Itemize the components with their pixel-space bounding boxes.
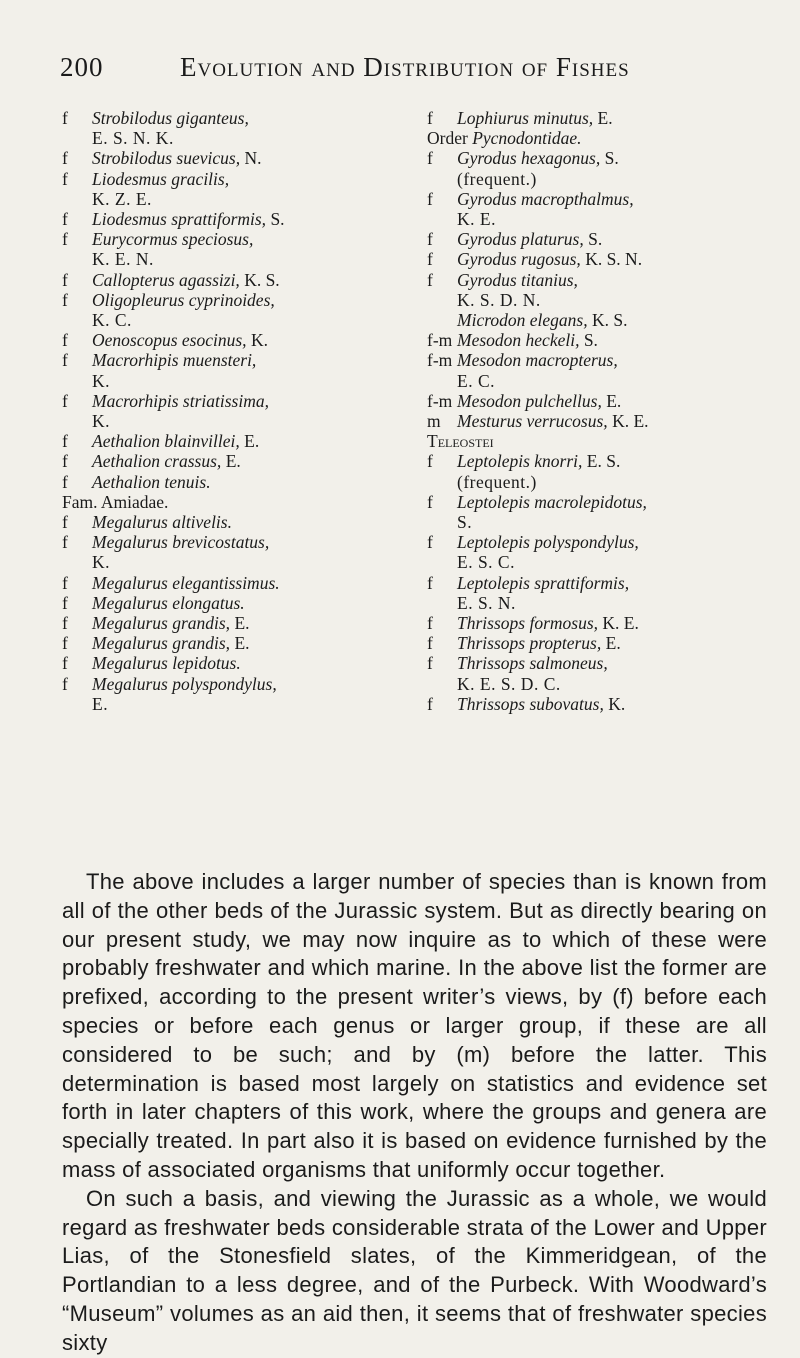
species-entry: [62, 330, 407, 350]
running-title: Evolution and Distribution of Fishes: [180, 52, 630, 82]
locality-continued: E. S. N. K.: [92, 128, 174, 149]
locality: E.: [225, 451, 241, 472]
species-name: Leptolepis knorri,: [457, 451, 583, 472]
habitat-mark: f: [62, 431, 68, 452]
species-entry: [427, 350, 772, 370]
habitat-mark: f: [62, 168, 68, 189]
species-name: Megalurus elongatus.: [92, 592, 245, 613]
species-name: Mesturus verrucosus,: [457, 411, 608, 432]
habitat-mark: f: [62, 269, 68, 290]
habitat-mark: f: [62, 209, 68, 230]
locality-continued: E. C.: [457, 370, 495, 391]
species-entry: [427, 573, 772, 593]
species-entry: [427, 613, 772, 633]
species-name: Thrissops subovatus,: [457, 693, 604, 714]
species-entry: [62, 391, 407, 411]
species-name: Macrorhipis muensteri,: [92, 350, 257, 371]
locality: S.: [583, 330, 598, 351]
locality-continued: K. E. S. D. C.: [457, 673, 561, 694]
species-list-right: [427, 108, 772, 714]
list-heading: [427, 431, 772, 451]
species-entry: [427, 189, 772, 209]
locality: S.: [588, 229, 603, 250]
locality: K. S.: [244, 269, 280, 290]
species-entry: [62, 472, 407, 492]
species-name: Gyrodus hexagonus,: [457, 148, 601, 169]
species-name: Strobilodus giganteus,: [92, 108, 249, 128]
species-entry: [427, 249, 772, 269]
habitat-mark: f: [427, 229, 433, 250]
page-number: 200: [60, 52, 104, 82]
species-entry: [62, 613, 407, 633]
species-entry: [62, 593, 407, 613]
species-name: Aethalion tenuis.: [92, 471, 211, 492]
species-entry: [427, 148, 772, 168]
habitat-mark: f: [62, 673, 68, 694]
habitat-mark: f: [62, 532, 68, 553]
species-name: Liodesmus gracilis,: [92, 168, 230, 189]
habitat-mark: f: [427, 633, 433, 654]
locality: S.: [604, 148, 619, 169]
paragraph: On such a basis, and viewing the Jurassic as a whole, we would regard as freshwater beds considerable strata of the Lower and Upper Lias, of the Stonesfield slates, of the Kimmeridgean, of the Portlandian to a less degree, and of the Purbeck. With Woodward’s “Museum” volumes as an aid then, it seems that of freshwater species sixty: [62, 1185, 767, 1355]
habitat-mark: f: [427, 148, 433, 169]
locality-continued: K.: [92, 552, 111, 573]
species-entry: [427, 532, 772, 552]
list-heading: [427, 128, 772, 148]
habitat-mark: f: [427, 108, 433, 128]
locality: K. S. N.: [585, 249, 643, 270]
habitat-mark: f: [427, 188, 433, 209]
species-entry: [62, 229, 407, 249]
locality-continued: S.: [457, 512, 473, 533]
habitat-mark: f-m: [427, 390, 453, 411]
species-name: Thrissops salmoneus,: [457, 653, 608, 674]
habitat-mark: f: [62, 451, 68, 472]
habitat-mark: f: [427, 451, 433, 472]
species-name: Oligopleurus cyprinoides,: [92, 289, 275, 310]
locality: K. S.: [591, 310, 628, 331]
species-name: Megalurus lepidotus.: [92, 653, 241, 674]
paragraph: The above includes a larger number of species than is known from all of the other beds of the Jurassic system. But as directly bearing on our present study, we may now inquire as to which of these were probably freshwater and which marine. In the above list the former are prefixed, according to the present writer’s views, by (f) before each species or before each genus or larger group, if these are all considered to be such; and by (m) before the latter. This determination is based most largely on statistics and evidence set forth in later chapters of this work, where the groups and genera are specially treated. In part also it is based on evidence furnished by the mass of associated organisms that uniformly occur together.: [62, 869, 767, 1182]
species-entry: [62, 169, 407, 189]
species-entry: [427, 270, 772, 290]
habitat-mark: f: [62, 572, 68, 593]
species-name: Oenoscopus esocinus,: [92, 330, 247, 351]
locality: E.: [606, 390, 622, 411]
habitat-mark: f: [62, 108, 68, 128]
locality-continued: K.: [92, 411, 111, 432]
habitat-mark: f: [62, 653, 68, 674]
habitat-mark: f: [62, 613, 68, 634]
species-name: Megalurus grandis,: [92, 633, 231, 654]
habitat-mark: f: [427, 249, 433, 270]
habitat-mark: f: [62, 289, 68, 310]
species-entry: [62, 350, 407, 370]
habitat-mark: f: [427, 269, 433, 290]
species-entry: [427, 633, 772, 653]
habitat-mark: f: [427, 613, 433, 634]
habitat-mark: m: [427, 411, 441, 432]
habitat-mark: f: [62, 229, 68, 250]
species-name: Strobilodus suevicus,: [92, 148, 241, 169]
species-entry: [62, 290, 407, 310]
heading-italic: Pycnodontidae.: [472, 128, 582, 149]
species-entry: [62, 270, 407, 290]
species-name: Gyrodus macropthalmus,: [457, 188, 634, 209]
species-name: Gyrodus platurus,: [457, 229, 584, 250]
species-entry: [427, 492, 772, 512]
habitat-mark: f: [62, 633, 68, 654]
locality-continued: (frequent.): [457, 168, 537, 189]
locality-continued: E. S. N.: [457, 592, 516, 613]
species-name: Mesodon heckeli,: [457, 330, 580, 351]
locality-continued: K. C.: [92, 310, 132, 331]
habitat-mark: f: [62, 471, 68, 492]
species-name: Leptolepis macrolepidotus,: [457, 491, 647, 512]
species-entry: [62, 532, 407, 552]
habitat-mark: f: [427, 491, 433, 512]
heading-text: Fam. Amiadae.: [62, 491, 169, 512]
species-entry: [62, 512, 407, 532]
species-entry: [62, 573, 407, 593]
species-entry: [427, 108, 772, 128]
species-entry: [62, 431, 407, 451]
species-name: Mesodon macropterus,: [457, 350, 618, 371]
species-name: Aethalion blainvillei,: [92, 431, 240, 452]
species-entry: [427, 310, 772, 330]
species-name: Liodesmus sprattiformis,: [92, 209, 267, 230]
locality-continued: K. E. N.: [92, 249, 154, 270]
species-entry: [62, 148, 407, 168]
species-entry: [427, 411, 772, 431]
habitat-mark: f-m: [427, 350, 453, 371]
locality-continued: K. S. D. N.: [457, 289, 541, 310]
locality: K. E.: [602, 613, 639, 634]
species-name: Lophiurus minutus,: [457, 108, 594, 128]
species-entry: [427, 694, 772, 714]
locality-continued: K.: [92, 370, 111, 391]
species-entry: [62, 209, 407, 229]
heading-text: Teleostei: [427, 431, 494, 452]
locality: E.: [234, 633, 250, 654]
locality: E.: [244, 431, 260, 452]
species-entry: [62, 633, 407, 653]
habitat-mark: f: [427, 532, 433, 553]
species-entry: [62, 451, 407, 471]
locality: N.: [244, 148, 262, 169]
species-name: Microdon elegans,: [457, 310, 588, 331]
species-name: Megalurus grandis,: [92, 613, 231, 634]
species-name: Macrorhipis striatissima,: [92, 390, 269, 411]
species-entry: [62, 108, 407, 128]
locality: K.: [608, 693, 626, 714]
habitat-mark: f-m: [427, 330, 453, 351]
habitat-mark: f: [427, 653, 433, 674]
species-entry: [62, 653, 407, 673]
species-name: Eurycormus speciosus,: [92, 229, 254, 250]
species-entry: [427, 451, 772, 471]
species-name: Aethalion crassus,: [92, 451, 222, 472]
species-name: Gyrodus rugosus,: [457, 249, 581, 270]
locality: E.: [605, 633, 621, 654]
locality: E.: [234, 613, 250, 634]
locality-continued: K. Z. E.: [92, 188, 152, 209]
locality: K.: [250, 330, 268, 351]
species-name: Thrissops formosus,: [457, 613, 599, 634]
habitat-mark: f: [62, 350, 68, 371]
habitat-mark: f: [427, 572, 433, 593]
habitat-mark: f: [62, 512, 68, 533]
locality-continued: E. S. C.: [457, 552, 515, 573]
species-name: Callopterus agassizi,: [92, 269, 240, 290]
species-entry: [427, 229, 772, 249]
species-list-left: [62, 108, 407, 714]
locality: E.: [597, 108, 613, 128]
species-name: Gyrodus titanius,: [457, 269, 578, 290]
species-entry: [427, 653, 772, 673]
species-name: Megalurus elegantissimus.: [92, 572, 280, 593]
locality: S.: [270, 209, 285, 230]
species-name: Megalurus polyspondylus,: [92, 673, 277, 694]
locality-continued: K. E.: [457, 209, 496, 230]
list-heading: [62, 492, 407, 512]
habitat-mark: f: [62, 330, 68, 351]
habitat-mark: f: [62, 592, 68, 613]
species-name: Mesodon pulchellus,: [457, 390, 602, 411]
species-name: Leptolepis sprattiformis,: [457, 572, 630, 593]
species-entry: [62, 674, 407, 694]
species-entry: [427, 391, 772, 411]
species-name: Megalurus brevicostatus,: [92, 532, 270, 553]
locality-continued: (frequent.): [457, 471, 537, 492]
locality: K. E.: [612, 411, 649, 432]
species-entry: [427, 330, 772, 350]
heading-text: Order: [427, 128, 473, 149]
species-name: Thrissops propterus,: [457, 633, 602, 654]
locality: E. S.: [586, 451, 621, 472]
species-name: Leptolepis polyspondylus,: [457, 532, 639, 553]
species-name: Megalurus altivelis.: [92, 512, 232, 533]
body-text: [62, 868, 767, 1358]
habitat-mark: f: [62, 390, 68, 411]
habitat-mark: f: [427, 693, 433, 714]
habitat-mark: f: [62, 148, 68, 169]
locality-continued: E.: [92, 693, 109, 714]
